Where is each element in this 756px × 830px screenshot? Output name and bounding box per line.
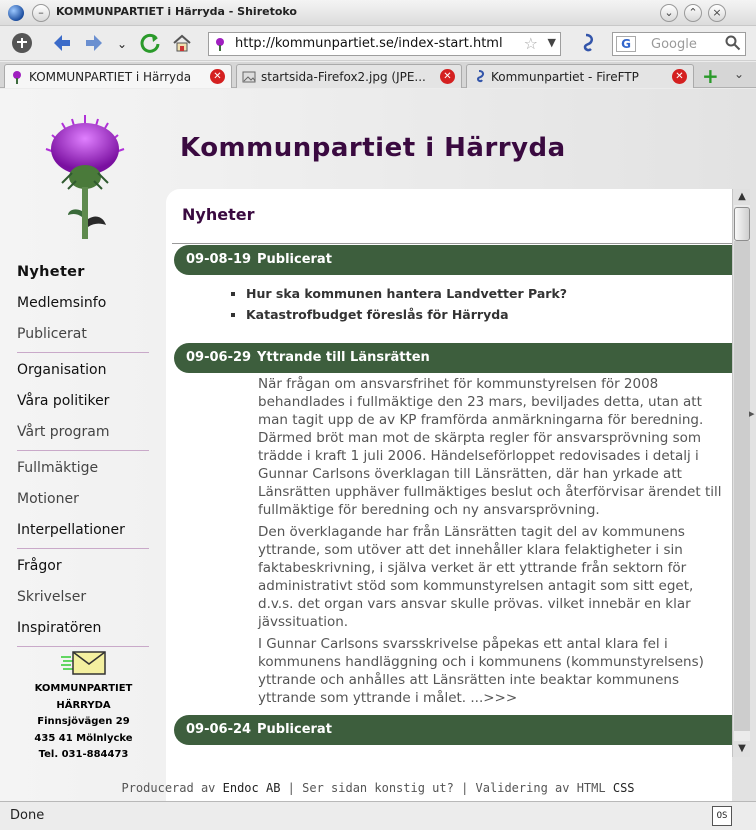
list-item xyxy=(246,304,567,325)
bookmark-star-icon[interactable]: ☆ xyxy=(523,34,538,53)
sidebar-item-fullmaktige[interactable]: Fullmäktige xyxy=(17,460,99,476)
tab-label[interactable]: KOMMUNPARTIET i Härryda xyxy=(29,70,192,84)
news-paragraph: När frågan om ansvarsfrihet för kommunstyrelsen för 2008 behandlades i fullmäktige den 23 mars, beviljades detta, utan att man tagit upp de av KP framförda anmärkningarna för beredning. Därmed bröt man mot de skärpta regler för ansvarsprövning som trädde i kraft 1 juli 2006. Händelseförloppet redovisades i detalj i Gunnar Carlsons överklagan till Länsrätten, där han yrkade att Länsrätten upphäver fullmäktiges beslut och återförvisar ärendet till fullmäktige för beredning och ny ansvarsprövning. xyxy=(258,376,722,518)
search-placeholder[interactable]: Google xyxy=(651,37,697,52)
contact-street: Finnsjövägen 29 xyxy=(37,716,130,727)
url-dropdown-icon[interactable]: ▼ xyxy=(547,36,556,49)
home-menu-icon[interactable] xyxy=(10,32,34,56)
footer-produced-by: Producerad av xyxy=(121,781,216,795)
mail-envelope-icon[interactable] xyxy=(61,649,107,677)
sidebar-item-vart-program[interactable]: Vårt program xyxy=(17,424,110,440)
new-tab-plus-icon[interactable]: + xyxy=(702,64,719,88)
tab-close-icon[interactable]: ✕ xyxy=(672,69,687,84)
url-text[interactable]: http://kommunpartiet.se/index-start.html xyxy=(235,36,503,51)
window-menu-button[interactable]: – xyxy=(32,4,50,22)
site-favicon xyxy=(213,37,227,51)
history-dropdown-icon[interactable]: ⌄ xyxy=(116,37,128,51)
sidebar-item-inspiratoren[interactable]: Inspiratören xyxy=(17,620,102,636)
news-date: 09-06-24 xyxy=(186,722,252,737)
news-paragraph[interactable]: I Gunnar Carlsons svarsskrivelse påpekas ett antal klara fel i kommunens handläggning och i kommunens (kommunstyrelsens) yttrande och anhålles att Länsrätten inte beaktar kommunens yttrande som yttrande i målet. ...>>> xyxy=(258,636,704,706)
footer-producer-link[interactable]: Endoc AB xyxy=(222,781,281,795)
news-category[interactable]: Yttrande till Länsrätten xyxy=(257,350,430,365)
tab-close-icon[interactable]: ✕ xyxy=(210,69,225,84)
footer-validation: Validering av xyxy=(475,781,570,795)
tab-bar xyxy=(0,62,756,88)
news-paragraph: Den överklagande har från Länsrätten tagit del av kommunens yttrande, som utöver att det innehåller klara felaktigheter i sin faktabeskrivning, i själva verket är ett yttrande från sektorn för administrativt stöd som kommunstyrelsen antagit som sitt eget, d.v.s. det organ vars ansvar skulle prövas. vilket innebär en klar jävssituation. xyxy=(258,524,694,630)
scroll-up-icon[interactable]: ▲ xyxy=(738,191,746,202)
image-icon xyxy=(242,70,256,84)
news-date: 09-06-29 xyxy=(186,350,252,365)
page-content xyxy=(0,89,756,801)
news-entry-header xyxy=(174,715,732,745)
footer-css-link[interactable]: CSS xyxy=(612,781,635,795)
sidebar-divider xyxy=(17,352,149,353)
contact-name: KOMMUNPARTIET HÄRRYDA xyxy=(34,683,133,711)
search-icon[interactable] xyxy=(725,35,741,55)
news-panel xyxy=(166,189,732,801)
news-body xyxy=(258,375,728,711)
status-bar xyxy=(0,801,756,830)
news-entry-header xyxy=(174,343,732,373)
footer-separator: | xyxy=(461,781,469,795)
sidebar-item-vara-politiker[interactable]: Våra politiker xyxy=(17,393,110,409)
tab-list-chevron-icon[interactable]: ⌄ xyxy=(734,67,745,81)
vertical-scrollbar[interactable] xyxy=(732,189,750,757)
tab-kommunpartiet[interactable] xyxy=(4,64,232,88)
sidebar-item-motioner[interactable]: Motioner xyxy=(17,491,79,507)
sidebar-divider xyxy=(17,548,149,549)
globe-icon xyxy=(8,5,24,21)
maximize-button[interactable]: ⌃ xyxy=(684,4,702,22)
news-category[interactable]: Publicerat xyxy=(257,722,332,737)
sidebar-divider xyxy=(17,450,149,451)
address-bar[interactable] xyxy=(208,32,561,56)
reload-button[interactable] xyxy=(138,32,162,56)
tab-startsida-image[interactable] xyxy=(236,64,462,88)
search-engine-icon[interactable]: G xyxy=(616,36,636,52)
page-side-arrow-icon: ▸ xyxy=(749,407,755,420)
scroll-track-fill xyxy=(734,241,750,731)
contact-city: 435 41 Mölnlycke xyxy=(34,732,133,744)
news-entry-header xyxy=(174,245,732,275)
forward-button[interactable] xyxy=(82,32,106,56)
contact-block xyxy=(6,649,161,764)
sidebar-item-organisation[interactable]: Organisation xyxy=(17,362,107,378)
scroll-thumb[interactable] xyxy=(734,207,750,241)
sidebar-item-nyheter[interactable]: Nyheter xyxy=(17,264,85,280)
footer-html-link[interactable]: HTML xyxy=(576,781,606,795)
news-link-list xyxy=(246,283,567,325)
navigation-toolbar xyxy=(0,27,756,61)
minimize-button[interactable]: ⌄ xyxy=(660,4,678,22)
list-item xyxy=(246,283,567,304)
tab-fireftp[interactable] xyxy=(466,64,694,88)
close-window-button[interactable]: × xyxy=(708,4,726,22)
news-link[interactable]: Katastrofbudget föreslås för Härryda xyxy=(246,307,509,322)
news-date: 09-08-19 xyxy=(186,252,252,267)
sidebar-item-skrivelser[interactable]: Skrivelser xyxy=(17,589,87,605)
news-heading: Nyheter xyxy=(182,205,255,224)
sidebar-item-medlemsinfo[interactable]: Medlemsinfo xyxy=(17,295,107,311)
back-button[interactable] xyxy=(50,32,74,56)
news-category[interactable]: Publicerat xyxy=(257,252,332,267)
status-text: Done xyxy=(10,808,45,823)
thistle-favicon-icon xyxy=(10,70,24,84)
scroll-down-icon[interactable]: ▼ xyxy=(738,743,746,754)
footer-odd-link[interactable]: Ser sidan konstig ut? xyxy=(302,781,454,795)
news-divider xyxy=(172,243,732,244)
status-addon-icon[interactable]: OS xyxy=(712,806,732,826)
sidebar-item-publicerat[interactable]: Publicerat xyxy=(17,326,87,342)
sidebar-item-interpellationer[interactable]: Interpellationer xyxy=(17,522,125,538)
tab-label[interactable]: startsida-Firefox2.jpg (JPE... xyxy=(261,70,426,84)
tab-close-icon[interactable]: ✕ xyxy=(440,69,455,84)
fireftp-icon xyxy=(472,70,486,84)
search-box[interactable] xyxy=(612,32,746,56)
thistle-logo xyxy=(42,115,128,241)
page-title: Kommunpartiet i Härryda xyxy=(180,133,566,163)
title-bar xyxy=(0,0,756,26)
window-title: KOMMUNPARTIET i Härryda - Shiretoko xyxy=(56,5,297,18)
news-link[interactable]: Hur ska kommunen hantera Landvetter Park? xyxy=(246,286,568,301)
sidebar-nav xyxy=(17,257,149,649)
contact-phone: Tel. 031-884473 xyxy=(38,749,129,760)
sidebar-item-fragor[interactable]: Frågor xyxy=(17,558,62,574)
tab-label[interactable]: Kommunpartiet - FireFTP xyxy=(491,70,639,84)
sidebar-divider xyxy=(17,646,149,647)
home-button[interactable] xyxy=(170,32,194,56)
footer-separator: | xyxy=(287,781,295,795)
page-footer xyxy=(0,781,756,795)
fireftp-icon[interactable] xyxy=(574,32,598,56)
